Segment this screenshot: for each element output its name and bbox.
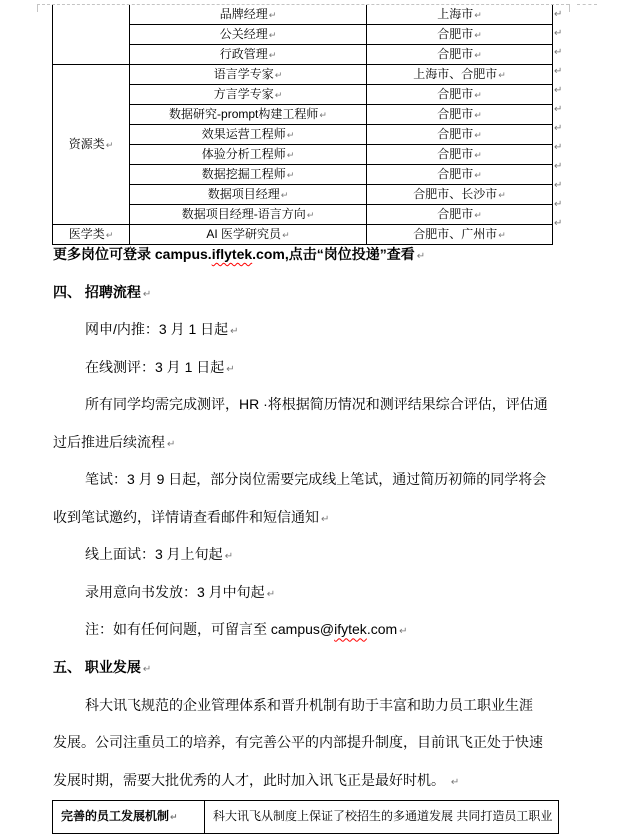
pilcrow-mark: ↵ (286, 130, 295, 140)
pilcrow-mark: ↵ (554, 104, 563, 115)
pilcrow-mark: ↵ (498, 190, 506, 200)
position-label: 行政管理 (219, 47, 268, 61)
mechanism-cell (53, 801, 205, 834)
pilcrow-mark: ↵ (230, 326, 239, 338)
pilcrow-mark: ↵ (416, 251, 426, 262)
job-positions-table (52, 5, 553, 245)
position-cell (130, 65, 367, 85)
category-label: 医学类 (68, 227, 105, 241)
pilcrow-mark: ↵ (474, 90, 482, 100)
line-text: 线上面试：3 月上旬起 ↵ (85, 546, 234, 563)
city-cell (367, 65, 553, 85)
line-text: 更多岗位可登录 campus.iflytek.com,点击“岗位投递”查看 ↵ (53, 246, 426, 262)
pilcrow-mark: ↵ (268, 30, 277, 40)
city-label: 合肥市 (437, 47, 474, 61)
line-text: 所有同学均需完成测评，HR ·将根据简历情况和测评结果综合评估，评估通 (85, 396, 548, 413)
position-label: 数据项目经理 (207, 187, 280, 201)
position-label: 数据研究-prompt构建工程师 (169, 107, 319, 121)
pilcrow-mark: ↵ (167, 438, 176, 450)
position-cell (130, 125, 367, 145)
pilcrow-mark: ↵ (498, 230, 506, 240)
table-row (53, 65, 553, 85)
document-line (0, 321, 619, 359)
position-label: 语言学专家 (213, 67, 274, 81)
pilcrow-mark: ↵ (474, 130, 482, 140)
line-text: 在线测评：3 月 1 日起 ↵ (85, 358, 235, 375)
category-cell (53, 5, 130, 65)
pilcrow-mark: ↵ (224, 551, 234, 563)
pilcrow-mark: ↵ (268, 50, 277, 60)
pilcrow-mark: ↵ (280, 190, 289, 200)
line-text: 发展。公司注重员工的培养，有完善公平的内部提升制度，目前讯飞正处于快速 (53, 734, 543, 751)
city-cell (367, 165, 553, 185)
mechanism-label: 完善的员工发展机制 (61, 809, 170, 823)
category-cell (53, 65, 130, 225)
pilcrow-mark: ↵ (226, 363, 235, 375)
pilcrow-mark: ↵ (554, 9, 563, 20)
pilcrow-mark: ↵ (268, 10, 277, 20)
document-line (0, 359, 619, 397)
position-cell (130, 185, 367, 205)
line-text: 科大讯飞规范的企业管理体系和晋升机制有助于丰富和助力员工职业生涯 (85, 696, 533, 713)
pilcrow-mark: ↵ (306, 210, 315, 220)
document-line (0, 546, 619, 584)
pilcrow-mark: ↵ (450, 776, 460, 788)
document-line (0, 734, 619, 772)
document-line (0, 434, 619, 472)
city-label: 合肥市 (437, 167, 474, 181)
pilcrow-mark: ↵ (286, 170, 295, 180)
position-label: 方言学专家 (213, 87, 274, 101)
position-label: 品牌经理 (219, 7, 268, 21)
position-cell (130, 225, 367, 245)
pilcrow-mark: ↵ (105, 140, 114, 150)
city-cell (367, 105, 553, 125)
pilcrow-mark: ↵ (554, 28, 563, 39)
pilcrow-mark: ↵ (474, 50, 482, 60)
document-line (0, 584, 619, 622)
city-cell (367, 45, 553, 65)
description-cell (205, 801, 559, 834)
position-cell (130, 105, 367, 125)
pilcrow-mark: ↵ (266, 588, 276, 600)
table-row (53, 801, 559, 834)
pilcrow-mark: ↵ (554, 218, 563, 229)
position-cell (130, 205, 367, 225)
table-row (53, 225, 553, 245)
city-cell (367, 145, 553, 165)
pilcrow-mark: ↵ (474, 170, 482, 180)
heading-line (0, 246, 619, 284)
city-label: 合肥市、长沙市 (413, 187, 498, 201)
position-cell (130, 45, 367, 65)
pilcrow-mark: ↵ (474, 10, 482, 20)
line-text: 注：如有任何问题，可留言至 campus@ifytek.com ↵ (85, 621, 408, 638)
pilcrow-mark: ↵ (554, 180, 563, 191)
pilcrow-mark: ↵ (142, 664, 152, 676)
spellcheck-flagged-text: ifytek (334, 621, 367, 638)
pilcrow-mark: ↵ (554, 199, 563, 210)
position-cell (130, 25, 367, 45)
position-cell (130, 85, 367, 105)
description-text: 科大讯飞从制度上保证了校招生的多通道发展 共同打造员工职业 (213, 809, 553, 823)
city-label: 合肥市 (437, 27, 474, 41)
document-body-text (0, 246, 619, 809)
pilcrow-mark: ↵ (554, 85, 563, 96)
position-label: AI 医学研究员 (206, 227, 282, 241)
city-label: 合肥市、广州市 (413, 227, 498, 241)
position-label: 数据项目经理-语言方向 (181, 207, 306, 221)
line-text: 五、 职业发展 ↵ (53, 659, 152, 676)
employee-development-table (52, 800, 559, 834)
pilcrow-mark: ↵ (274, 70, 283, 80)
pilcrow-mark: ↵ (474, 210, 482, 220)
document-line (0, 509, 619, 547)
position-label: 公关经理 (219, 27, 268, 41)
pilcrow-mark: ↵ (554, 47, 563, 58)
position-cell (130, 145, 367, 165)
pilcrow-mark: ↵ (399, 626, 408, 638)
heading-line (0, 659, 619, 697)
document-line (0, 697, 619, 735)
pilcrow-mark: ↵ (554, 142, 563, 153)
line-text: 网申/内推：3 月 1 日起 ↵ (85, 321, 239, 338)
city-label: 合肥市 (437, 127, 474, 141)
position-cell (130, 5, 367, 25)
text-boundary-tick (569, 4, 570, 12)
city-label: 合肥市 (437, 147, 474, 161)
city-label: 上海市 (437, 7, 474, 21)
pilcrow-mark: ↵ (554, 123, 563, 134)
pilcrow-mark: ↵ (274, 90, 283, 100)
line-text: 过后推进后续流程 ↵ (53, 433, 176, 450)
pilcrow-mark: ↵ (554, 66, 563, 77)
text-boundary-tick (37, 4, 38, 12)
city-cell (367, 225, 553, 245)
pilcrow-mark: ↵ (286, 150, 295, 160)
pilcrow-mark: ↵ (321, 513, 330, 525)
heading-line (0, 284, 619, 322)
category-cell (53, 225, 130, 245)
line-text: 发展时期，需要大批优秀的人才，此时加入讯飞正是最好时机。 ↵ (53, 771, 460, 788)
pilcrow-mark: ↵ (474, 110, 482, 120)
document-line (0, 396, 619, 434)
city-cell (367, 25, 553, 45)
city-cell (367, 185, 553, 205)
line-text: 四、 招聘流程 ↵ (53, 283, 152, 300)
pilcrow-mark: ↵ (170, 812, 178, 822)
pilcrow-mark: ↵ (474, 30, 482, 40)
position-label: 效果运营工程师 (201, 127, 286, 141)
spellcheck-flagged-text: iflytek (211, 246, 253, 262)
line-text: 收到笔试邀约，详情请查看邮件和短信通知 ↵ (53, 508, 330, 525)
pilcrow-mark: ↵ (474, 150, 482, 160)
city-label: 合肥市 (437, 107, 474, 121)
city-label: 上海市、合肥市 (413, 67, 498, 81)
position-cell (130, 165, 367, 185)
pilcrow-mark: ↵ (498, 70, 506, 80)
city-cell (367, 125, 553, 145)
position-label: 体验分析工程师 (201, 147, 286, 161)
pilcrow-mark: ↵ (105, 230, 114, 240)
document-line (0, 621, 619, 659)
pilcrow-mark: ↵ (142, 288, 152, 300)
pilcrow-mark: ↵ (554, 161, 563, 172)
document-line (0, 471, 619, 509)
line-text: 录用意向书发放：3 月中旬起 ↵ (85, 583, 276, 600)
pilcrow-mark: ↵ (282, 230, 290, 240)
line-text: 笔试：3 月 9 日起，部分岗位需要完成线上笔试，通过简历初筛的同学将会 (85, 471, 547, 488)
city-label: 合肥市 (437, 87, 474, 101)
city-cell (367, 85, 553, 105)
city-cell (367, 205, 553, 225)
text-boundary-line (577, 4, 597, 5)
table-row-end-marks (554, 5, 562, 233)
table-row (53, 5, 553, 25)
position-label: 数据挖掘工程师 (201, 167, 286, 181)
pilcrow-mark: ↵ (319, 110, 327, 120)
category-label: 资源类 (68, 137, 105, 151)
city-cell (367, 5, 553, 25)
city-label: 合肥市 (437, 207, 474, 221)
